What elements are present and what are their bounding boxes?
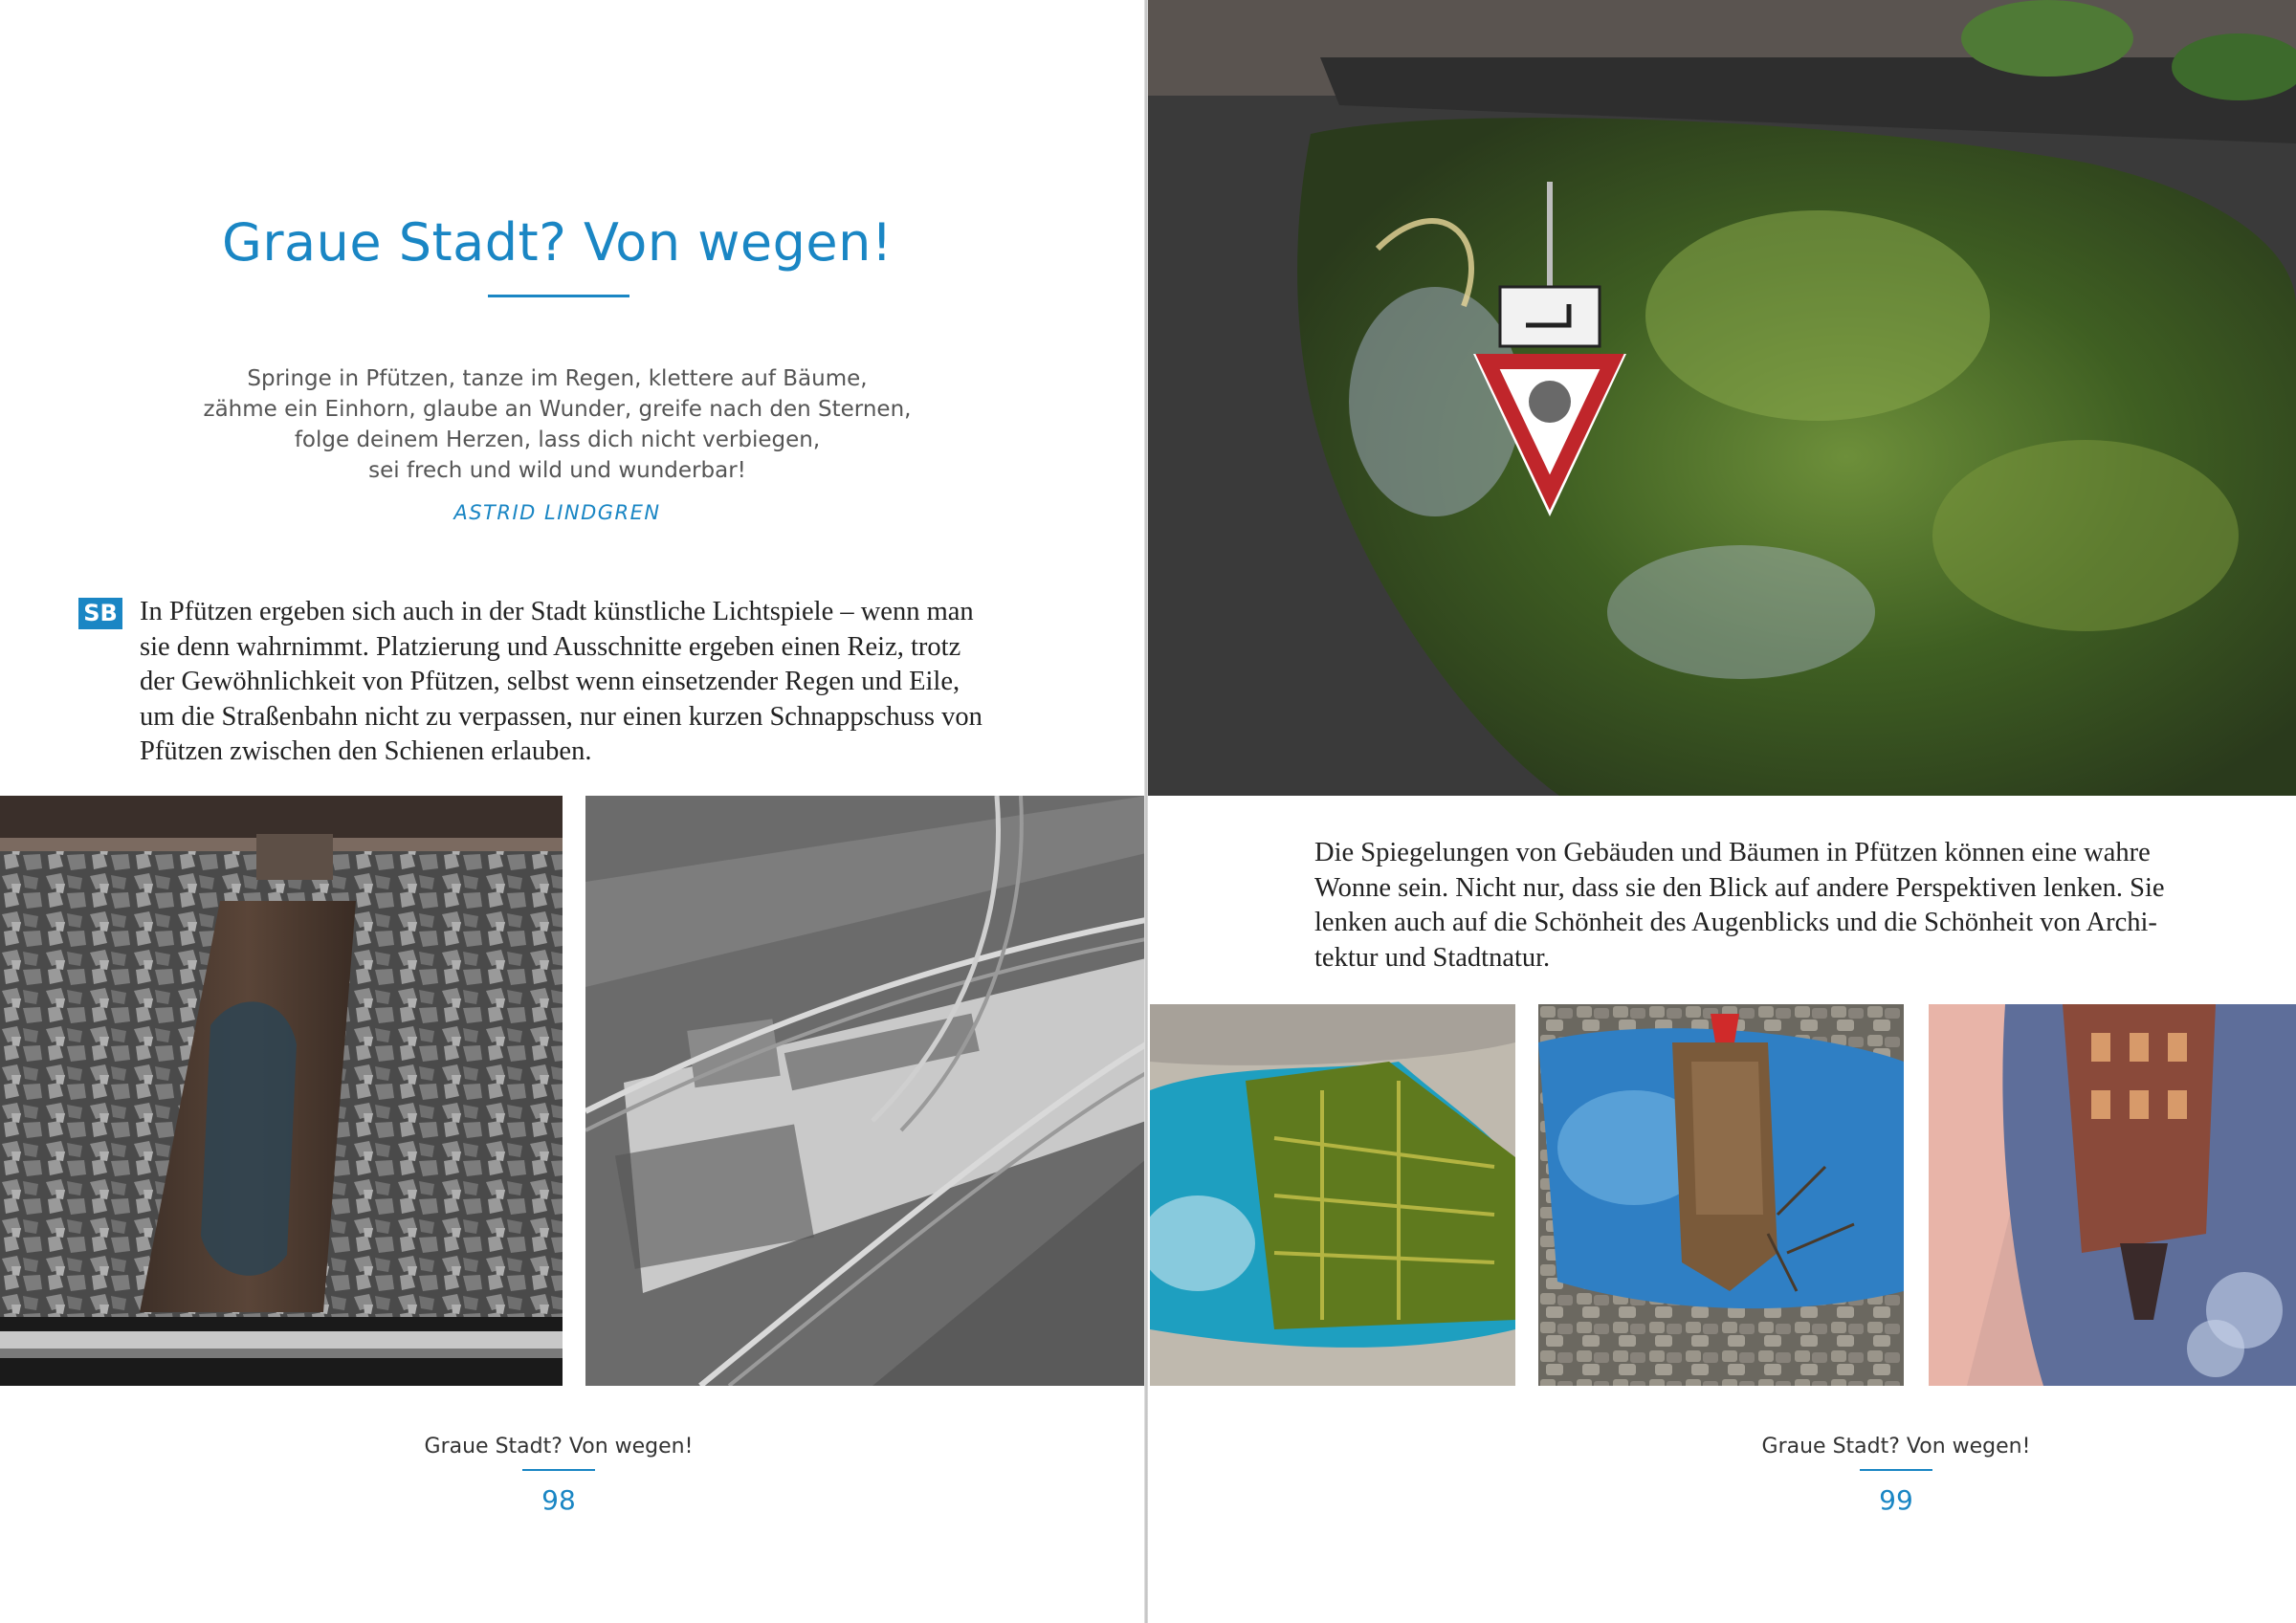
quote-line: sei frech und wild und wunderbar!: [368, 458, 746, 483]
yield-sign-reflection-photo: [1148, 0, 2296, 796]
body-paragraph: [140, 595, 982, 770]
running-footer: Graue Stadt? Von wegen!: [1761, 1435, 2031, 1459]
body-line: um die Straßenbahn nicht zu verpassen, nur einen kurzen Schnappschuss von: [140, 701, 982, 732]
page-number: 99: [1879, 1484, 1913, 1516]
building-reflection-photo-1: [1150, 1004, 1515, 1386]
body-line: Die Spiegelungen von Gebäuden und Bäumen in Pfützen können eine wahre: [1314, 838, 2151, 867]
body-line: Pfützen zwischen den Schienen erlauben.: [140, 736, 592, 766]
body-line: tektur und Stadtnatur.: [1314, 942, 1551, 973]
tram-tracks-photo: [585, 796, 1146, 1386]
body-line: Wonne sein. Nicht nur, dass sie den Blick auf andere Perspektiven lenken. Sie: [1314, 872, 2165, 903]
quote-line: Springe in Pfützen, tanze im Regen, klettere auf Bäume,: [247, 366, 868, 391]
quote-line: zähme ein Einhorn, glaube an Wunder, greife nach den Sternen,: [203, 397, 912, 422]
body-line: sie denn wahrnimmt. Platzierung und Ausschnitte ergeben einen Reiz, trotz: [140, 631, 961, 662]
quote-author: ASTRID LINDGREN: [453, 501, 661, 524]
running-footer: Graue Stadt? Von wegen!: [424, 1435, 694, 1459]
footer-underline: [522, 1469, 595, 1471]
author-badge: SB: [78, 598, 122, 629]
title-underline: [488, 295, 629, 297]
left-page: [0, 0, 1146, 1623]
right-page: [1148, 0, 2296, 1623]
facade-reflection-photo: [1929, 1004, 2296, 1386]
gravel-track-photo: [0, 796, 563, 1386]
body-line: In Pfützen ergeben sich auch in der Stadt künstliche Lichtspiele – wenn man: [140, 597, 974, 626]
epigraph-quote: [0, 363, 1115, 486]
body-line: der Gewöhnlichkeit von Pfützen, selbst wenn einsetzender Regen und Eile,: [140, 667, 960, 696]
body-paragraph: [1314, 836, 2165, 976]
tower-reflection-photo: [1538, 1004, 1904, 1386]
footer-underline: [1860, 1469, 1932, 1471]
page-title: Graue Stadt? Von wegen!: [221, 212, 893, 273]
quote-line: folge deinem Herzen, lass dich nicht verbiegen,: [294, 428, 821, 452]
page-number: 98: [541, 1484, 576, 1516]
body-line: lenken auch auf die Schönheit des Augenblicks und die Schönheit von Archi-: [1314, 908, 2157, 937]
